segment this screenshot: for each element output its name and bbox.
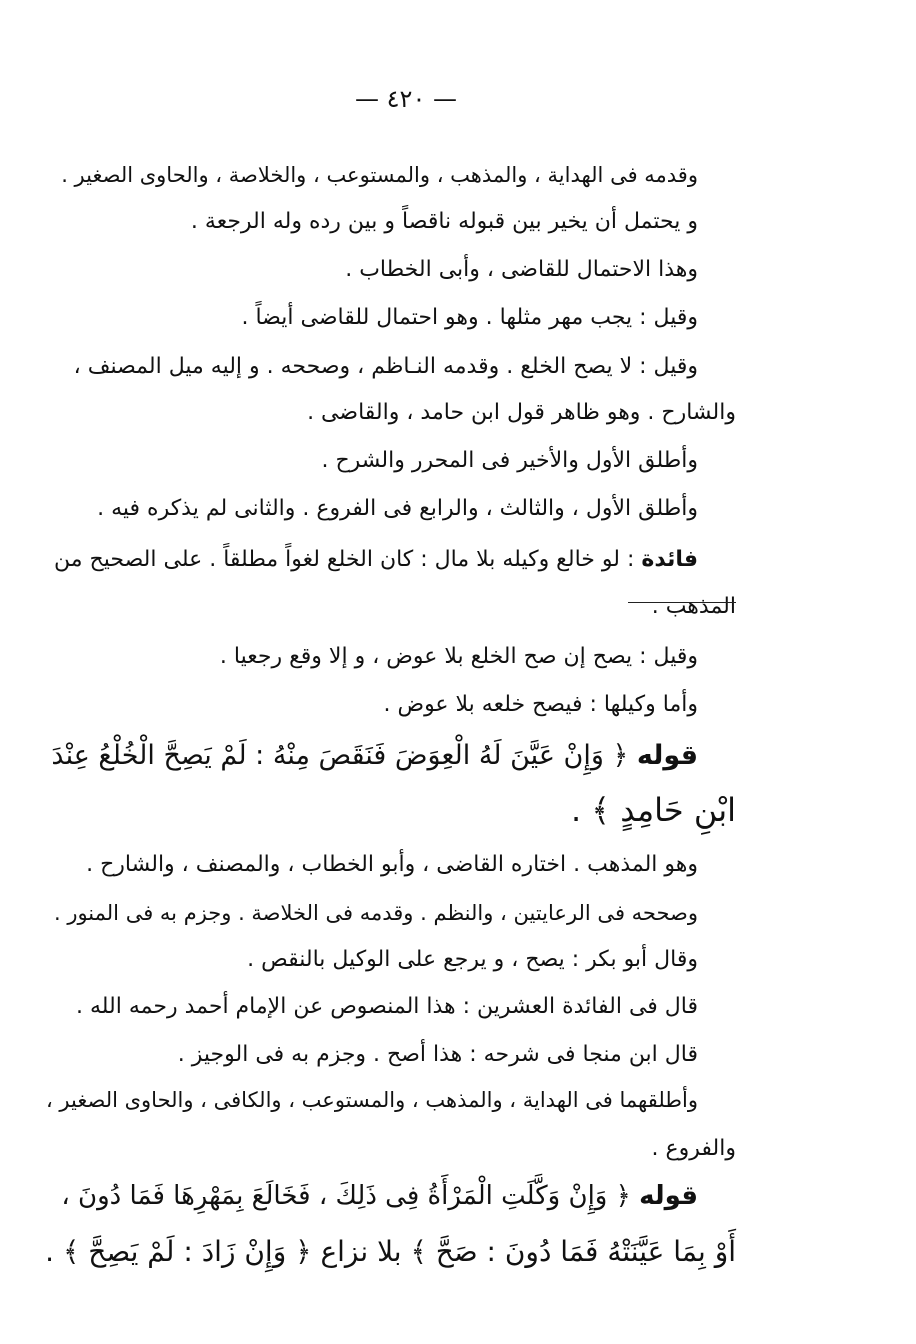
text-line-10: المذهب . xyxy=(651,594,736,619)
text-line-8: وأطلق الأول ، والثالث ، والرابع فى الفروع . والثانى لم يذكره فيه . xyxy=(97,496,698,521)
quote-line-2: ابْنِ حَامِدٍ ﴾ . xyxy=(570,791,736,829)
text-line-2: و يحتمل أن يخير بين قبوله ناقصاً و بين رده وله الرجعة . xyxy=(190,209,698,234)
text-line-17: وقال أبو بكر : يصح ، و يرجع على الوكيل بالنقص . xyxy=(247,947,698,972)
quote-line-3 xyxy=(61,1176,698,1216)
text-line-11: وقيل : يصح إن صح الخلع بلا عوض ، و إلا وقع رجعيا . xyxy=(219,644,698,669)
text-line-9 xyxy=(54,545,698,575)
text-line-5: وقيل : لا يصح الخلع . وقدمه النـاظم ، وصححه . و إليه ميل المصنف ، xyxy=(73,354,698,379)
text-line-7: وأطلق الأول والأخير فى المحرر والشرح . xyxy=(321,448,698,473)
text-line-6: والشارح . وهو ظاهر قول ابن حامد ، والقاضى . xyxy=(307,400,736,425)
text-line-1: وقدمه فى الهداية ، والمذهب ، والمستوعب ، والخلاصة ، والحاوى الصغير . xyxy=(61,163,698,187)
quote-line-4: أَوْ بِمَا عَيَّنَتْهُ فَمَا دُونَ : صَحَّ ﴾ بلا نزاع ﴿ وَإِنْ زَادَ : لَمْ يَصِحَّ ﴾ . xyxy=(45,1235,736,1268)
faida-heading: فائدة xyxy=(641,547,698,572)
qawluhu-label-2: قوله xyxy=(639,1181,698,1211)
text-line-19: قال ابن منجا فى شرحه : هذا أصح . وجزم به فى الوجيز . xyxy=(177,1042,698,1067)
text-line-4: وقيل : يجب مهر مثلها . وهو احتمال للقاضى أيضاً . xyxy=(241,305,698,330)
page-number: — ٤٢٠ — xyxy=(355,85,457,113)
text-line-20: وأطلقهما فى الهداية ، والمذهب ، والمستوعب ، والكافى ، والحاوى الصغير ، xyxy=(45,1088,698,1112)
quote-text-3: ﴿ وَإِنْ وَكَّلَتِ الْمَرْأَةُ فِى ذَلِكَ ، فَخَالَعَ بِمَهْرِهَا فَمَا دُونَ ، xyxy=(61,1181,640,1211)
faida-text: : لو خالع وكيله بلا مال : كان الخلع لغواً مطلقاً . على الصحيح من xyxy=(54,547,642,572)
text-line-15: وهو المذهب . اختاره القاضى ، وأبو الخطاب ، والمصنف ، والشارح . xyxy=(86,852,698,877)
quote-line-1 xyxy=(51,736,698,776)
quote-text-1: ﴿ وَإِنْ عَيَّنَ لَهُ الْعِوَضَ فَنَقَصَ مِنْهُ : لَمْ يَصِحَّ الْخُلْعُ عِنْدَ xyxy=(51,740,637,771)
text-line-3: وهذا الاحتمال للقاضى ، وأبى الخطاب . xyxy=(345,257,698,282)
text-line-21: والفروع . xyxy=(651,1136,736,1161)
text-line-16: وصححه فى الرعايتين ، والنظم . وقدمه فى الخلاصة . وجزم به فى المنور . xyxy=(53,901,698,925)
text-line-12: وأما وكيلها : فيصح خلعه بلا عوض . xyxy=(383,692,698,717)
underline-rule xyxy=(628,602,736,603)
qawluhu-label-1: قوله xyxy=(636,740,698,771)
text-line-18: قال فى الفائدة العشرين : هذا المنصوص عن الإمام أحمد رحمه الله . xyxy=(75,994,698,1019)
